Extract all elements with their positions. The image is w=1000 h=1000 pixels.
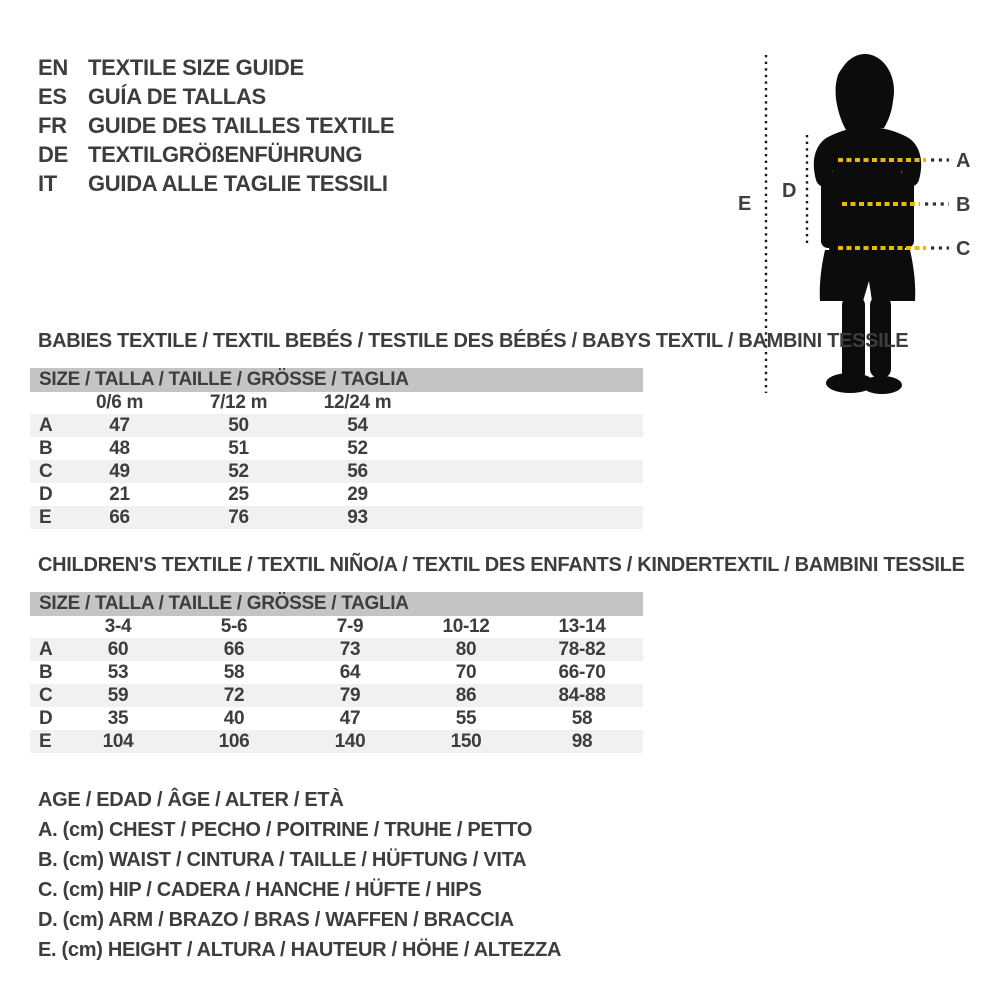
table-row	[30, 730, 643, 753]
measure-label-b: B	[956, 194, 971, 216]
row-label: A	[39, 414, 53, 436]
table-row	[30, 414, 643, 437]
table-row	[30, 460, 643, 483]
row-label: E	[39, 730, 52, 752]
lang-title: TEXTILE SIZE GUIDE	[88, 54, 304, 80]
babies-table-header: SIZE / TALLA / TAILLE / GRÖSSE / TAGLIA	[30, 368, 643, 392]
table-row	[30, 437, 643, 460]
children-size-table	[30, 592, 643, 753]
lang-title: GUÍA DE TALLAS	[88, 83, 266, 109]
table-cell: 21	[109, 483, 130, 505]
table-cell: 56	[347, 460, 368, 482]
table-cell: 106	[218, 730, 250, 752]
table-row	[30, 661, 643, 684]
column-header: 3-4	[104, 616, 132, 637]
row-label: A	[39, 638, 53, 660]
table-cell: 66	[223, 638, 245, 660]
lang-code: IT	[38, 170, 57, 196]
lang-code: FR	[38, 112, 67, 138]
measure-label-c: C	[956, 238, 971, 260]
column-header: 12/24 m	[323, 392, 392, 413]
table-cell: 53	[107, 661, 129, 683]
table-cell: 140	[334, 730, 366, 752]
legend-height-line: E. (cm) HEIGHT / ALTURA / HAUTEUR / HÖHE / ALTEZZA	[38, 939, 562, 961]
children-section-title: CHILDREN'S TEXTILE / TEXTIL NIÑO/A / TEXTIL DES ENFANTS / KINDERTEXTIL / BAMBINI TESSILE	[38, 554, 965, 576]
legend-age-line: AGE / EDAD / ÂGE / ALTER / ETÀ	[38, 789, 344, 811]
table-cell: 60	[107, 638, 129, 660]
language-title-list	[38, 53, 394, 198]
table-cell: 35	[107, 707, 129, 729]
measure-label-d: D	[782, 180, 797, 202]
table-cell: 104	[102, 730, 134, 752]
column-header: 7-9	[336, 616, 364, 637]
table-cell: 25	[228, 483, 249, 505]
table-cell: 150	[450, 730, 482, 752]
lang-code: DE	[38, 141, 68, 167]
row-label: C	[39, 460, 53, 482]
row-label: D	[39, 707, 53, 729]
lang-title: TEXTILGRÖßENFÜHRUNG	[88, 141, 363, 167]
table-cell: 52	[347, 437, 368, 459]
table-cell: 79	[339, 684, 361, 706]
table-cell: 40	[223, 707, 245, 729]
table-cell: 59	[107, 684, 129, 706]
table-cell: 47	[339, 707, 361, 729]
lang-code: EN	[38, 54, 68, 80]
table-cell: 70	[455, 661, 477, 683]
lang-row-fr	[38, 111, 394, 140]
lang-code: ES	[38, 83, 67, 109]
table-cell: 50	[228, 414, 249, 436]
table-cell: 55	[455, 707, 477, 729]
table-cell: 52	[228, 460, 249, 482]
lang-row-de	[38, 140, 394, 169]
lang-row-es	[38, 82, 394, 111]
table-row	[30, 684, 643, 707]
table-cell: 47	[109, 414, 130, 436]
table-cell: 66	[109, 506, 130, 528]
table-cell: 49	[109, 460, 130, 482]
table-cell: 66-70	[558, 661, 606, 683]
babies-column-headers	[30, 392, 643, 414]
lang-title: GUIDE DES TAILLES TEXTILE	[88, 112, 395, 138]
lang-title: GUIDA ALLE TAGLIE TESSILI	[88, 170, 388, 196]
legend-chest-line: A. (cm) CHEST / PECHO / POITRINE / TRUHE / PETTO	[38, 819, 533, 841]
legend-waist-line: B. (cm) WAIST / CINTURA / TAILLE / HÜFTUNG / VITA	[38, 849, 527, 871]
table-cell: 86	[455, 684, 477, 706]
row-label: B	[39, 437, 53, 459]
table-row	[30, 638, 643, 661]
legend-hip-line: C. (cm) HIP / CADERA / HANCHE / HÜFTE / HIPS	[38, 879, 482, 901]
table-cell: 76	[228, 506, 249, 528]
table-cell: 54	[347, 414, 368, 436]
table-cell: 84-88	[558, 684, 606, 706]
table-cell: 73	[339, 638, 361, 660]
table-cell: 51	[228, 437, 249, 459]
column-header: 7/12 m	[209, 392, 268, 413]
children-table-header: SIZE / TALLA / TAILLE / GRÖSSE / TAGLIA	[30, 592, 643, 616]
row-label: B	[39, 661, 53, 683]
column-header: 0/6 m	[95, 392, 144, 413]
table-cell: 93	[347, 506, 368, 528]
babies-section-title: BABIES TEXTILE / TEXTIL BEBÉS / TESTILE DES BÉBÉS / BABYS TEXTIL / BAMBINI TESSILE	[38, 330, 909, 352]
lang-row-en	[38, 53, 394, 82]
table-cell: 78-82	[558, 638, 606, 660]
measure-label-e: E	[738, 193, 752, 215]
row-label: E	[39, 506, 52, 528]
column-header: 10-12	[442, 616, 490, 637]
table-row	[30, 506, 643, 529]
measure-label-a: A	[956, 150, 971, 172]
measurement-legend	[38, 785, 561, 965]
table-cell: 80	[455, 638, 477, 660]
table-cell: 64	[339, 661, 361, 683]
children-column-headers	[30, 616, 643, 638]
table-cell: 58	[571, 707, 593, 729]
row-label: D	[39, 483, 53, 505]
column-header: 5-6	[220, 616, 248, 637]
table-row	[30, 707, 643, 730]
table-cell: 98	[571, 730, 593, 752]
lang-row-it	[38, 169, 394, 198]
column-header: 13-14	[558, 616, 606, 637]
table-cell: 29	[347, 483, 368, 505]
legend-arm-line: D. (cm) ARM / BRAZO / BRAS / WAFFEN / BRACCIA	[38, 909, 514, 931]
row-label: C	[39, 684, 53, 706]
table-cell: 58	[223, 661, 245, 683]
table-cell: 72	[223, 684, 245, 706]
table-cell: 48	[109, 437, 130, 459]
table-row	[30, 483, 643, 506]
babies-size-table	[30, 368, 643, 529]
